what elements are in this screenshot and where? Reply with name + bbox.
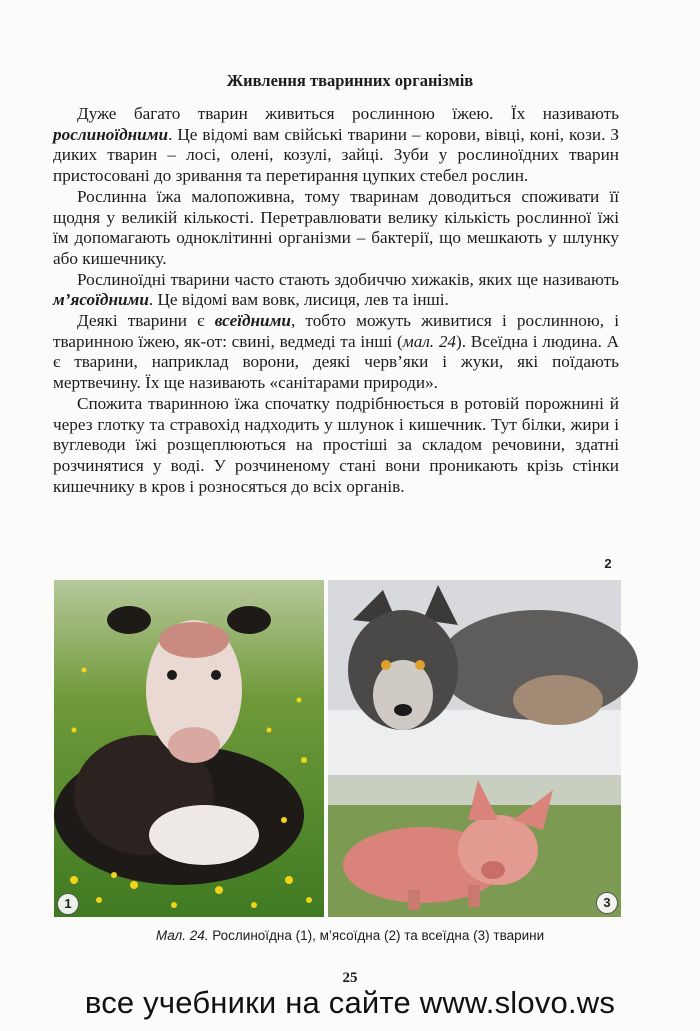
paragraph-3: Рослиноїдні тварини часто стають здобиччю хижаків, яких ще називають м’ясоїдними. Це відомі вам вовк, лисиця, лев та інші. [53,269,619,310]
paragraph-4: Деякі тварини є всеїдними, тобто можуть живитися і рослинною, і тваринною їжею, як-от: свині, ведмеді та інші (мал. 24). Всеїдна і людина. А є тварини, наприклад ворони, деякі черв’яки і жуки, які поїдають мертвечину. Їх ще називають «санітарами природи». [53,311,619,393]
page-number: 25 [342,970,358,986]
wolf-photo [328,556,621,775]
figure-label-3: 3 [596,892,618,914]
figure-label-1: 1 [57,893,79,915]
footer-watermark: все учебники на сайте www.slovo.ws [84,985,616,1020]
paragraph-5: Спожита тваринною їжа спочатку подрібнюється в ротовій порожнині й через глотку та стравохід надходить у шлунок і кишечник. Тут білки, жири і вуглеводи їжі розщеплюються на простіші за складом речовини, здатні розчинятися у воді. У розчиненому стані вони проникають крізь стінки кишечнику в кров і розносяться до всіх органів. [53,393,619,496]
cow-photo [54,580,324,917]
figure-label-2: 2 [604,556,612,571]
page-title: Живлення тваринних організмів [226,71,474,90]
pig-photo [328,775,621,917]
body-text [53,104,619,497]
figure-caption: Мал. 24. Рослиноїдна (1), м’ясоїдна (2) та всеїдна (3) тварини [155,928,545,943]
paragraph-2: Рослинна їжа малопоживна, тому тваринам доводиться споживати її щодня у великій кількості. Перетравлювати велику кількість рослинної їжі їм допомагають одноклітинні організми – бактерії, що мешкають у шлунку або кишечнику. [53,186,619,268]
paragraph-1: Дуже багато тварин живиться рослинною їжею. Їх називають рослиноїдними. Це відомі вам свійські тварини – корови, вівці, коні, кози. З диких тварин – лосі, олені, козулі, зайці. Зуби у рослиноїдних тварин пристосовані до зривання та перетирання цупких стебел рослин. [53,104,619,186]
